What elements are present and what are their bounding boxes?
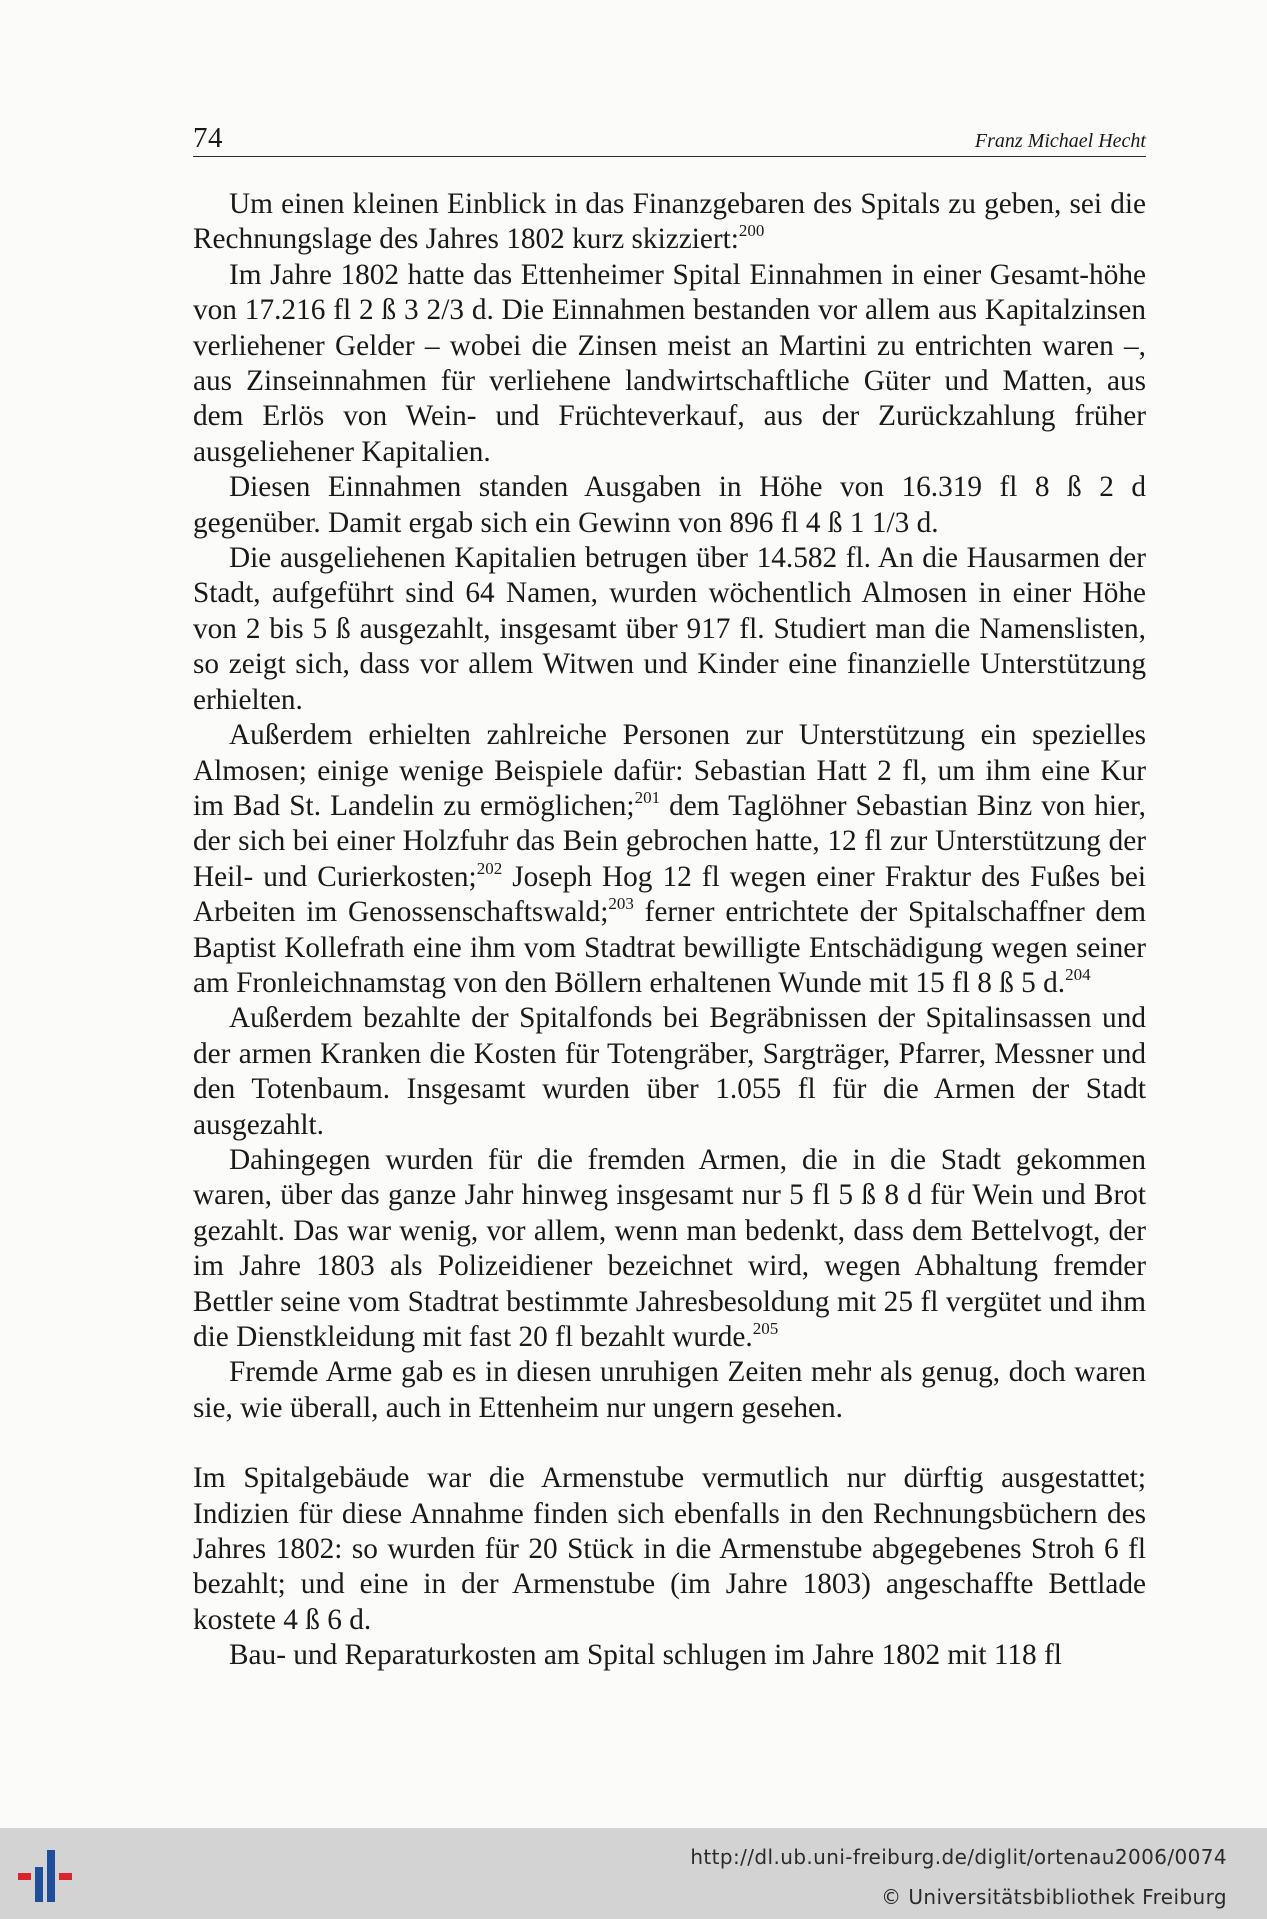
paragraph: Außerdem bezahlte der Spitalfonds bei Begräbnissen der Spitalinsassen und der armen Kranken die Kosten für Totengräber, Sargträger, Pfarrer, Messner und den Totenbaum. Insgesamt wurden über 1.055 fl für die Armen der Stadt ausgezahlt. [193, 1002, 1146, 1141]
copyright-notice: © Universitätsbibliothek Freiburg [881, 1885, 1227, 1909]
paragraph: Die ausgeliehenen Kapitalien betrugen über 14.582 fl. An die Hausarmen der Stadt, aufgeführt sind 64 Namen, wurden wöchentlich Almosen in einer Höhe von 2 bis 5 ß ausgezahlt, insgesamt über 917 fl. Studiert man die Namenslisten, so zeigt sich, dass vor allem Witwen und Kinder eine finanzielle Unterstützung erhielten. [193, 542, 1146, 716]
footnote-ref: 202 [476, 858, 503, 878]
paragraph-text: Dahingegen wurden für die fremden Armen, die in die Stadt gekommen waren, über das ganze Jahr hinweg insgesamt nur 5 fl 5 ß 8 d für Wein und Brot gezahlt. Das war wenig, vor allem, wenn man bedenkt, dass dem Bettelvogt, der im Jahre 1803 als Polizeidiener bezeichnet wird, wegen Abhaltung fremder Bettler seine vom Stadtrat bestimmte Jahresbesoldung mit 25 fl vergütet und ihm die Dienstkleidung mit fast 20 fl bezahlt wurde. [193, 1143, 1146, 1353]
paragraph-text: dem Taglöhner Sebastian Binz von hier, der sich bei einer Holzfuhr das Bein gebrochen hatte, 12 fl zur Unterstützung der Heil- und Curierkosten; [193, 789, 1146, 893]
paragraph-text: ferner entrichtete der Spitalschaffner dem Baptist Kollefrath eine ihm vom Stadtrat bewilligte Entschädigung wegen seiner am Fronleichnamstag von den Böllern erhaltenen Wunde mit 15 fl 8 ß 5 d. [193, 896, 1146, 999]
paragraph: Bau- und Reparaturkosten am Spital schlugen im Jahre 1802 mit 118 fl [229, 1639, 1062, 1672]
paragraph-text: Außerdem erhielten zahlreiche Personen zur Unterstützung ein spezielles Almosen; einige wenige Beispiele dafür: Sebastian Hatt 2 fl, um ihm eine Kur im Bad St. Landelin zu ermöglichen; [193, 719, 1146, 822]
paragraph: Im Jahre 1802 hatte das Ettenheimer Spital Einnahmen in einer Gesamt-höhe von 17.216 fl 2 ß 3 2/3 d. Die Einnahmen bestanden vor allem aus Kapitalzinsen verliehener Gelder – wobei die Zinsen meist an Martini zu entrichten waren –, aus Zinseinnahmen für verliehene landwirtschaftliche Güter und Matten, aus dem Erlös von Wein- und Früchteverkauf, aus der Zurückzahlung früher ausgeliehener Kapitalien. [193, 258, 1146, 468]
paragraph: Im Spitalgebäude war die Armenstube vermutlich nur dürftig ausgestattet; Indizien für diese Annahme finden sich ebenfalls in den Rechnungsbüchern des Jahres 1802: so wurden für 20 Stück in die Armenstube abgegebenes Stroh 6 fl bezahlt; und eine in der Armenstube (im Jahre 1803) angeschaffte Bettlade kostete 4 ß 6 d. [193, 1462, 1146, 1636]
page-header [193, 118, 1146, 158]
ub-freiburg-logo-icon[interactable] [18, 1850, 78, 1902]
footnote-ref: 203 [608, 894, 634, 914]
running-head: Franz Michael Hecht [974, 130, 1146, 152]
body-text [193, 187, 1146, 1674]
permalink-url[interactable]: http://dl.ub.uni-freiburg.de/diglit/ortenau2006/0074 [690, 1845, 1227, 1869]
paragraph [193, 187, 1146, 258]
page-number: 74 [193, 122, 223, 154]
footnote-ref: 200 [738, 221, 765, 241]
header-rule [193, 156, 1146, 157]
footnote-ref: 201 [634, 787, 661, 807]
paragraph: Diesen Einnahmen standen Ausgaben in Höhe von 16.319 fl 8 ß 2 d gegenüber. Damit ergab sich ein Gewinn von 896 fl 4 ß 1 1/3 d. [193, 471, 1146, 539]
footnote-ref: 205 [752, 1319, 779, 1338]
viewer-footer [0, 1828, 1267, 1919]
paragraph [193, 718, 1146, 1001]
paragraph [193, 1143, 1146, 1355]
paragraph-text: Joseph Hog 12 fl wegen einer Fraktur des Fußes bei Arbeiten im Genossenschaftswald; [193, 860, 1146, 929]
paragraph-text: Um einen kleinen Einblick in das Finanzgebaren des Spitals zu geben, sei die Rechnungslage des Jahres 1802 kurz skizziert: [193, 188, 1146, 256]
paragraph: Fremde Arme gab es in diesen unruhigen Zeiten mehr als genug, doch waren sie, wie überall, auch in Ettenheim nur ungern gesehen. [193, 1356, 1146, 1424]
footnote-ref: 204 [1065, 964, 1091, 984]
